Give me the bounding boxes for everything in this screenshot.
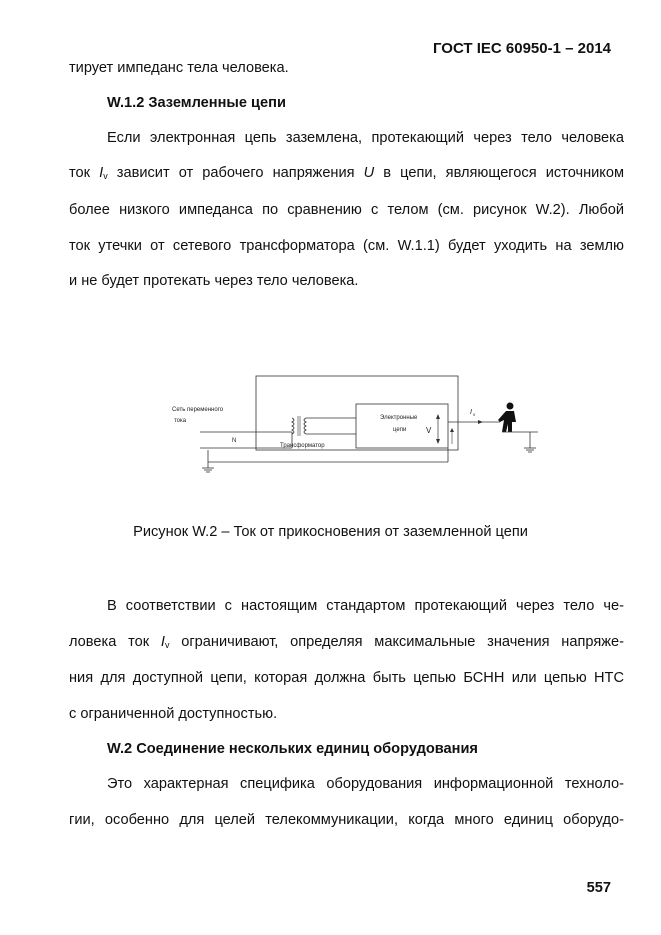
text-line: Если электронная цепь заземлена, протекающий через тело человека — [107, 130, 624, 146]
text-line: с ограниченной доступностью. — [69, 706, 278, 722]
page-number: 557 — [586, 880, 611, 896]
electronic-circuits-box — [356, 404, 448, 448]
text-line: ловека ток $I_v$ ограничивают, определяя максимальные значения напряже- — [69, 634, 624, 650]
label-electronic: Электронные — [380, 415, 418, 421]
label-v: V — [426, 426, 432, 435]
text-line: ток $I_v$ зависит от рабочего напряжения U в цепи, являющегося источником — [69, 165, 625, 181]
transformer-coil — [292, 418, 294, 434]
label-electronic-2: цепи — [393, 427, 407, 433]
text-line: В соответствии с настоящим стандартом протекающий через тело че- — [107, 598, 624, 614]
text-line: и не будет протекать через тело человека. — [69, 273, 359, 289]
equipment-enclosure — [256, 376, 458, 450]
label-iv: I — [470, 409, 472, 416]
circuit-diagram — [160, 370, 550, 490]
label-mains: Сеть переменного — [172, 407, 224, 413]
section-heading: W.2 Соединение нескольких единиц оборудования — [107, 741, 478, 757]
section-heading: W.1.2 Заземленные цепи — [107, 95, 286, 111]
text-line: ток утечки от сетевого трансформатора (см. W.1.1) будет уходить на землю — [69, 238, 624, 254]
text-line: тирует импеданс тела человека. — [69, 60, 289, 76]
person-icon — [498, 403, 516, 433]
figure-caption: Рисунок W.2 – Ток от прикосновения от заземленной цепи — [133, 524, 528, 540]
text-line: Это характерная специфика оборудования информационной техноло- — [107, 776, 624, 792]
document-header: ГОСТ IEC 60950-1 – 2014 — [432, 40, 611, 57]
label-n: N — [232, 438, 237, 444]
text-line: более низкого импеданса по сравнению с телом (см. рисунок W.2). Любой — [69, 202, 624, 218]
text-line: гии, особенно для целей телекоммуникации, когда много единиц оборудо- — [69, 812, 624, 828]
label-iv-sub: v — [473, 412, 476, 417]
text-line: ния для доступной цепи, которая должна быть цепью БСНН или цепью НТС — [69, 670, 624, 686]
label-transformer: Трансформатор — [280, 443, 325, 449]
label-mains-2: тока — [174, 418, 187, 424]
